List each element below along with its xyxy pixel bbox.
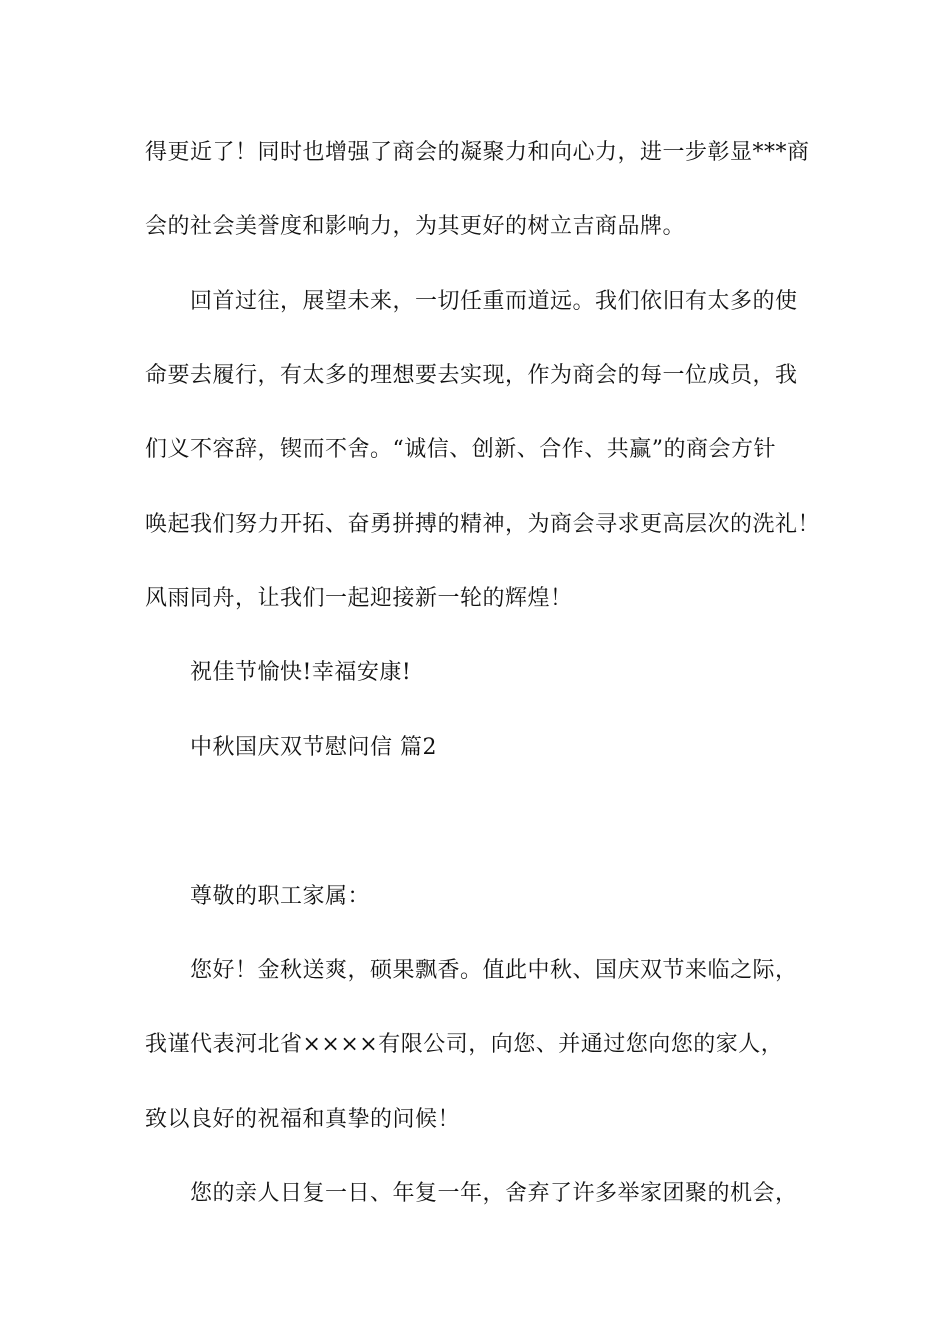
paragraph-line: 您好！金秋送爽，硕果飘香。值此中秋、国庆双节来临之际，	[190, 958, 798, 983]
paragraph-line: 您的亲人日复一日、年复一年，舍弃了许多举家团聚的机会，	[190, 1181, 798, 1206]
paragraph-line: 致以良好的祝福和真挚的问候！	[145, 1107, 461, 1132]
paragraph-line: 风雨同舟，让我们一起迎接新一轮的辉煌！	[145, 586, 573, 611]
paragraph-line: 会的社会美誉度和影响力，为其更好的树立吉商品牌。	[145, 214, 686, 239]
paragraph-line: 我谨代表河北省××××有限公司，向您、并通过您向您的家人，	[145, 1032, 784, 1057]
paragraph-line: 命要去履行，有太多的理想要去实现，作为商会的每一位成员，我	[145, 363, 798, 388]
salutation: 尊敬的职工家属：	[190, 884, 371, 909]
paragraph-line: 回首过往，展望未来，一切任重而道远。我们依旧有太多的使	[190, 289, 798, 314]
closing-wish: 祝佳节愉快!幸福安康!	[190, 660, 412, 685]
paragraph-line: 唤起我们努力开拓、奋勇拼搏的精神，为商会寻求更高层次的洗礼！	[145, 512, 821, 537]
section-heading: 中秋国庆双节慰问信 篇2	[190, 735, 437, 760]
paragraph-line: 们义不容辞，锲而不舍。“诚信、创新、合作、共赢”的商会方针	[145, 437, 776, 462]
paragraph-line: 得更近了！同时也增强了商会的凝聚力和向心力，进一步彰显***商	[145, 140, 810, 165]
